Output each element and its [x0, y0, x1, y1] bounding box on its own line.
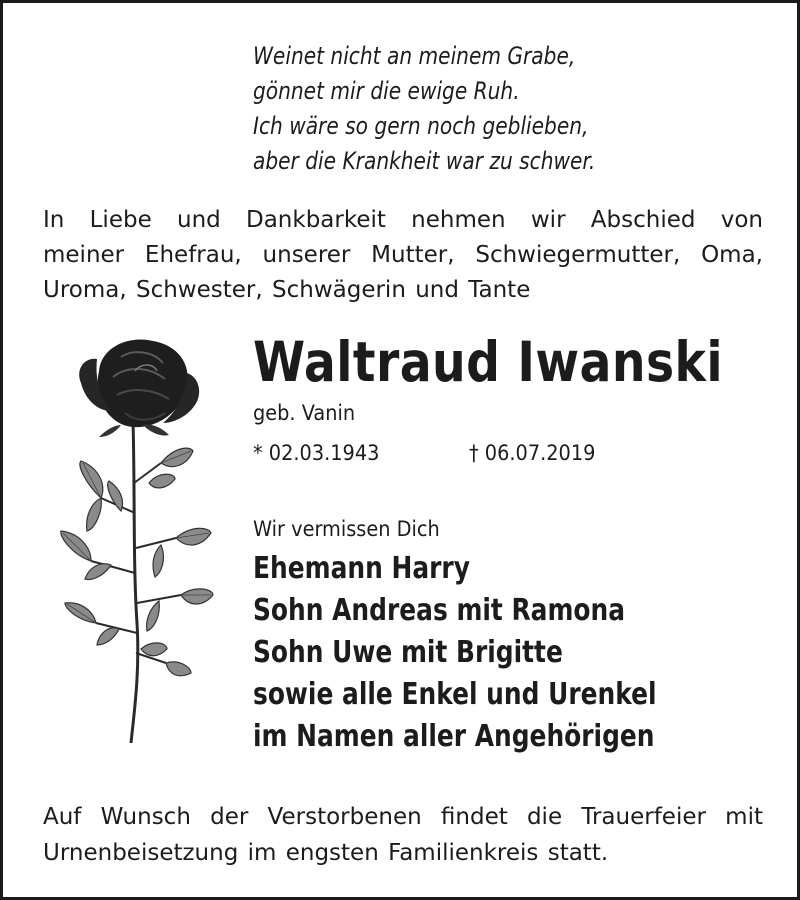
- mourner-line: sowie alle Enkel und Urenkel: [253, 677, 657, 712]
- mourner-line: Sohn Uwe mit Brigitte: [253, 635, 563, 670]
- intro-line: Uroma, Schwester, Schwägerin und Tante: [43, 277, 531, 303]
- poem-line: Weinet nicht an meinem Grabe,: [253, 42, 576, 70]
- mourner-line: Ehemann Harry: [253, 551, 470, 586]
- poem-line: gönnet mir die ewige Ruh.: [253, 77, 520, 105]
- mourner-line: im Namen aller Angehörigen: [253, 719, 655, 754]
- intro-line: meiner Ehefrau, unserer Mutter, Schwiegermutter, Oma,: [43, 242, 763, 268]
- mourners-heading: Wir vermissen Dich: [253, 517, 440, 541]
- intro-line: In Liebe und Dankbarkeit nehmen wir Abschied von: [43, 207, 763, 233]
- maiden-name: geb. Vanin: [253, 401, 356, 425]
- closing-line: Urnenbeisetzung im engsten Familienkreis statt.: [43, 840, 609, 866]
- closing-line: Auf Wunsch der Verstorbenen findet die Trauerfeier mit: [43, 804, 763, 830]
- rose-icon: [41, 333, 221, 753]
- deceased-name: Waltraud Iwanski: [253, 330, 724, 394]
- intro-text: [43, 203, 763, 308]
- poem-line: aber die Krankheit war zu schwer.: [253, 147, 596, 175]
- birth-date: * 02.03.1943: [253, 441, 380, 465]
- poem: [253, 39, 773, 179]
- mourner-line: Sohn Andreas mit Ramona: [253, 593, 626, 628]
- closing-text: [43, 799, 763, 871]
- death-date: † 06.07.2019: [469, 441, 596, 465]
- poem-line: Ich wäre so gern noch geblieben,: [253, 112, 589, 140]
